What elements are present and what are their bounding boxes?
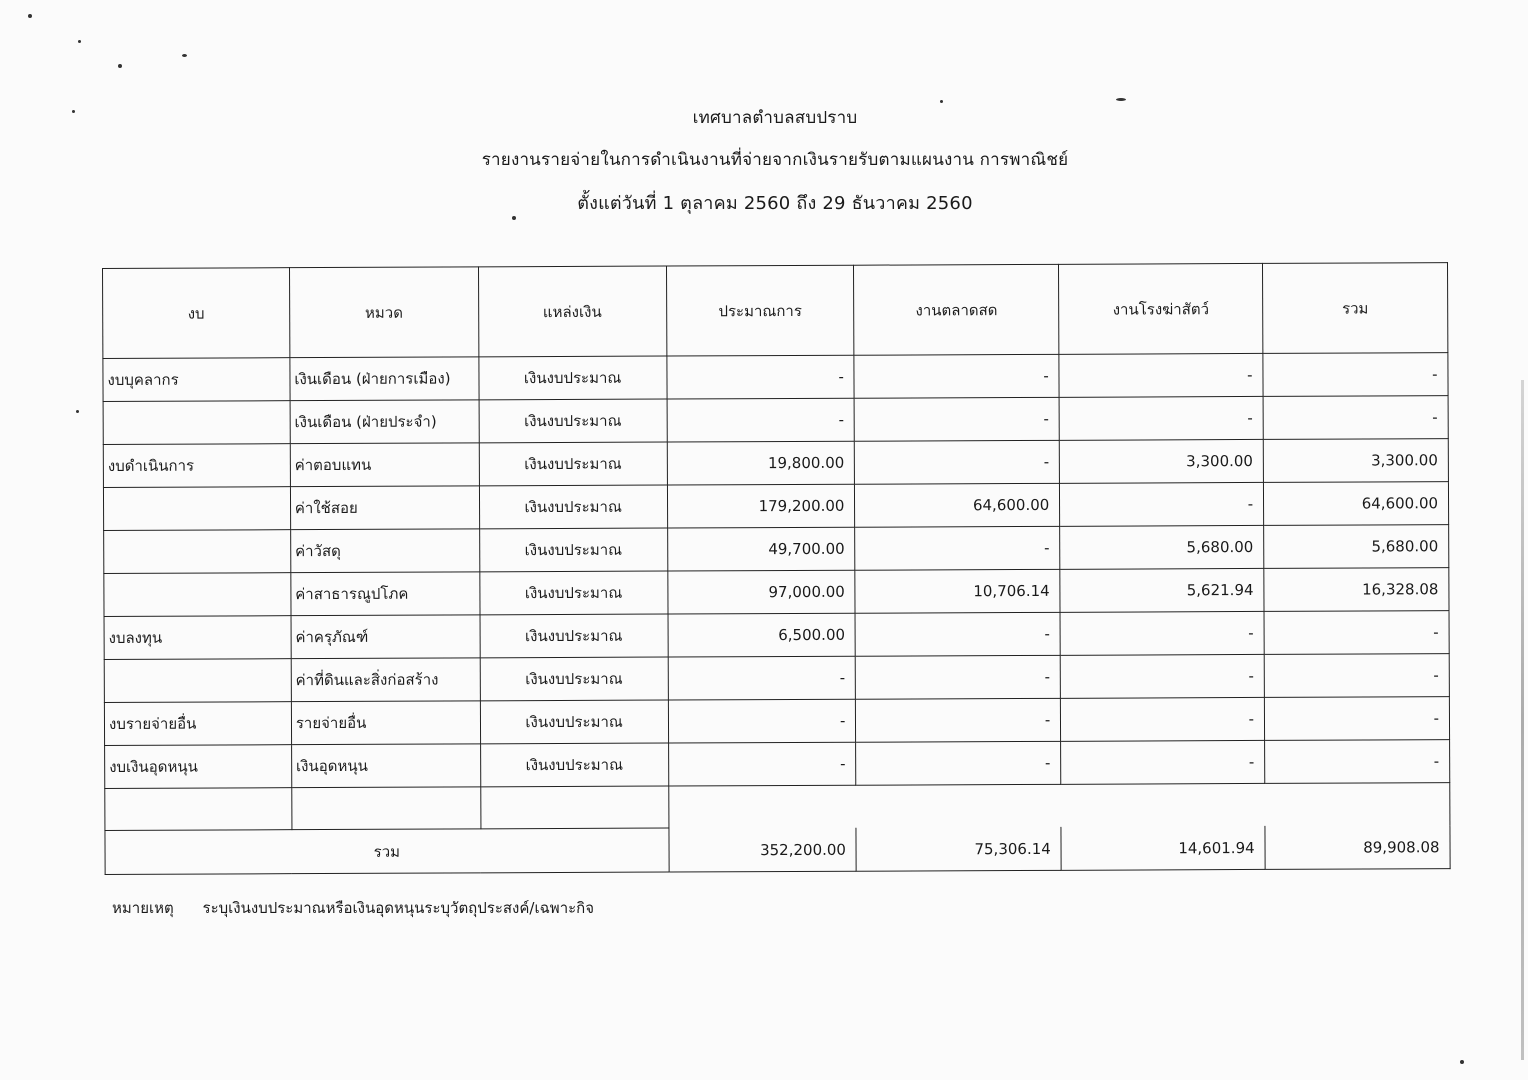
cell-category: เงินอุดหนุน bbox=[291, 744, 480, 788]
cell-category: ค่าใช้สอย bbox=[290, 486, 479, 530]
footnote-label: หมายเหตุ bbox=[112, 899, 174, 917]
cell-source: เงินงบประมาณ bbox=[480, 614, 668, 658]
footnote-text: ระบุเงินงบประมาณหรือเงินอุดหนุนระบุวัตถุประสงค์/เฉพาะกิจ bbox=[202, 899, 595, 917]
total-label: รวม bbox=[105, 828, 669, 874]
cell-group bbox=[103, 401, 290, 445]
cell-market: - bbox=[856, 741, 1061, 785]
cell-source: เงินงบประมาณ bbox=[480, 657, 668, 701]
col-header-category: หมวด bbox=[289, 267, 478, 358]
col-header-slaughter: งานโรงฆ่าสัตว์ bbox=[1059, 263, 1263, 354]
cell-group: งบบุคลากร bbox=[103, 358, 290, 402]
total-slaughter: 14,601.94 bbox=[1061, 825, 1265, 870]
cell-category: ค่าครุภัณฑ์ bbox=[291, 615, 480, 659]
scan-speck bbox=[182, 54, 187, 57]
cell-total: - bbox=[1264, 697, 1449, 741]
cell-market: - bbox=[855, 440, 1060, 484]
col-header-source: แหล่งเงิน bbox=[478, 266, 666, 357]
cell-total: 64,600.00 bbox=[1264, 482, 1449, 526]
cell-estimate: - bbox=[668, 656, 856, 700]
cell-group: งบลงทุน bbox=[104, 616, 291, 660]
cell-source: เงินงบประมาณ bbox=[479, 485, 667, 529]
blank-cell bbox=[668, 785, 856, 828]
cell-market: - bbox=[856, 698, 1061, 742]
cell-total: - bbox=[1263, 396, 1448, 440]
scan-speck bbox=[76, 410, 79, 413]
col-header-total: รวม bbox=[1263, 263, 1448, 354]
cell-group bbox=[104, 573, 291, 617]
total-estimate: 352,200.00 bbox=[668, 827, 856, 872]
scan-speck bbox=[28, 14, 32, 18]
table-row bbox=[105, 740, 1450, 789]
scan-speck bbox=[1460, 1060, 1464, 1064]
cell-category: รายจ่ายอื่น bbox=[291, 701, 480, 745]
cell-estimate: 49,700.00 bbox=[667, 527, 855, 571]
cell-slaughter: - bbox=[1061, 697, 1265, 741]
cell-estimate: - bbox=[668, 742, 856, 786]
cell-category: เงินเดือน (ฝ่ายการเมือง) bbox=[290, 357, 479, 401]
cell-estimate: - bbox=[666, 355, 854, 399]
cell-estimate: 179,200.00 bbox=[667, 484, 855, 528]
report-title: รายงานรายจ่ายในการดำเนินงานที่จ่ายจากเงินรายรับตามแผนงาน การพาณิชย์ bbox=[481, 150, 1069, 170]
cell-estimate: 6,500.00 bbox=[668, 613, 856, 657]
cell-market: - bbox=[854, 354, 1059, 398]
table-row bbox=[104, 654, 1449, 703]
org-name: เทศบาลตำบลสบปราบ bbox=[692, 108, 858, 128]
col-header-group: งบ bbox=[103, 268, 290, 359]
cell-category: เงินเดือน (ฝ่ายประจำ) bbox=[290, 400, 479, 444]
cell-group bbox=[103, 487, 290, 531]
cell-slaughter: - bbox=[1060, 611, 1264, 655]
cell-slaughter: - bbox=[1059, 396, 1263, 440]
cell-market: - bbox=[855, 612, 1060, 656]
table-row bbox=[104, 611, 1449, 660]
scan-speck bbox=[512, 216, 516, 220]
blank-cell bbox=[292, 787, 481, 830]
table-row-blank bbox=[105, 783, 1450, 831]
cell-market: 64,600.00 bbox=[855, 483, 1060, 527]
cell-category: ค่าวัสดุ bbox=[290, 529, 479, 573]
report-period: ตั้งแต่วันที่ 1 ตุลาคม 2560 ถึง 29 ธันวาคม 2560 bbox=[577, 193, 973, 214]
cell-source: เงินงบประมาณ bbox=[479, 528, 667, 572]
cell-source: เงินงบประมาณ bbox=[479, 442, 667, 486]
cell-slaughter: - bbox=[1060, 482, 1264, 526]
cell-total: 16,328.08 bbox=[1264, 568, 1449, 612]
cell-category: ค่าสาธารณูปโภค bbox=[291, 572, 480, 616]
footnote bbox=[112, 896, 594, 920]
col-header-market: งานตลาดสด bbox=[854, 264, 1059, 355]
table-row-total bbox=[105, 825, 1450, 875]
cell-total: - bbox=[1265, 740, 1450, 784]
cell-slaughter: 5,680.00 bbox=[1060, 525, 1264, 569]
scan-speck bbox=[940, 100, 943, 103]
cell-slaughter: 5,621.94 bbox=[1060, 568, 1264, 612]
cell-total: 3,300.00 bbox=[1263, 439, 1448, 483]
cell-group: งบดำเนินการ bbox=[103, 444, 290, 488]
cell-market: - bbox=[856, 655, 1061, 699]
cell-slaughter: - bbox=[1060, 654, 1264, 698]
table-row bbox=[104, 697, 1449, 746]
scan-edge bbox=[1521, 380, 1524, 1060]
table-row bbox=[103, 396, 1448, 445]
cell-total: 5,680.00 bbox=[1264, 525, 1449, 569]
cell-total: - bbox=[1264, 611, 1449, 655]
table-row bbox=[104, 525, 1449, 574]
table-row bbox=[104, 568, 1449, 617]
cell-group: งบรายจ่ายอื่น bbox=[104, 702, 291, 746]
table-body bbox=[103, 353, 1450, 789]
table-row bbox=[103, 353, 1448, 402]
cell-total: - bbox=[1263, 353, 1448, 397]
cell-slaughter: - bbox=[1061, 740, 1265, 784]
cell-source: เงินงบประมาณ bbox=[480, 571, 668, 615]
cell-market: - bbox=[854, 397, 1059, 441]
cell-group: งบเงินอุดหนุน bbox=[105, 745, 292, 789]
cell-estimate: - bbox=[667, 398, 855, 442]
scan-speck bbox=[78, 40, 81, 43]
cell-group bbox=[104, 659, 291, 703]
cell-market: 10,706.14 bbox=[855, 569, 1060, 613]
col-header-estimate: ประมาณการ bbox=[666, 265, 854, 356]
blank-cell bbox=[856, 784, 1061, 827]
cell-source: เงินงบประมาณ bbox=[479, 356, 667, 400]
cell-slaughter: 3,300.00 bbox=[1060, 439, 1264, 483]
blank-cell bbox=[1061, 783, 1265, 826]
blank-cell bbox=[480, 786, 668, 829]
table-row bbox=[103, 439, 1448, 488]
cell-market: - bbox=[855, 526, 1060, 570]
scan-speck bbox=[1116, 98, 1126, 101]
table-row bbox=[103, 482, 1448, 531]
cell-estimate: 97,000.00 bbox=[667, 570, 855, 614]
scan-speck bbox=[118, 64, 122, 68]
cell-estimate: 19,800.00 bbox=[667, 441, 855, 485]
cell-total: - bbox=[1264, 654, 1449, 698]
table-header-row bbox=[103, 263, 1448, 359]
total-market: 75,306.14 bbox=[856, 826, 1061, 871]
scan-speck bbox=[72, 110, 75, 113]
total-sum: 89,908.08 bbox=[1265, 825, 1450, 870]
cell-group bbox=[104, 530, 291, 574]
cell-source: เงินงบประมาณ bbox=[479, 399, 667, 443]
cell-source: เงินงบประมาณ bbox=[480, 700, 668, 744]
cell-category: ค่าที่ดินและสิ่งก่อสร้าง bbox=[291, 658, 480, 702]
cell-source: เงินงบประมาณ bbox=[480, 743, 668, 787]
expense-table bbox=[102, 262, 1451, 875]
cell-category: ค่าตอบแทน bbox=[290, 443, 479, 487]
cell-estimate: - bbox=[668, 699, 856, 743]
blank-cell bbox=[105, 788, 292, 831]
cell-slaughter: - bbox=[1059, 353, 1263, 397]
blank-cell bbox=[1265, 783, 1450, 826]
